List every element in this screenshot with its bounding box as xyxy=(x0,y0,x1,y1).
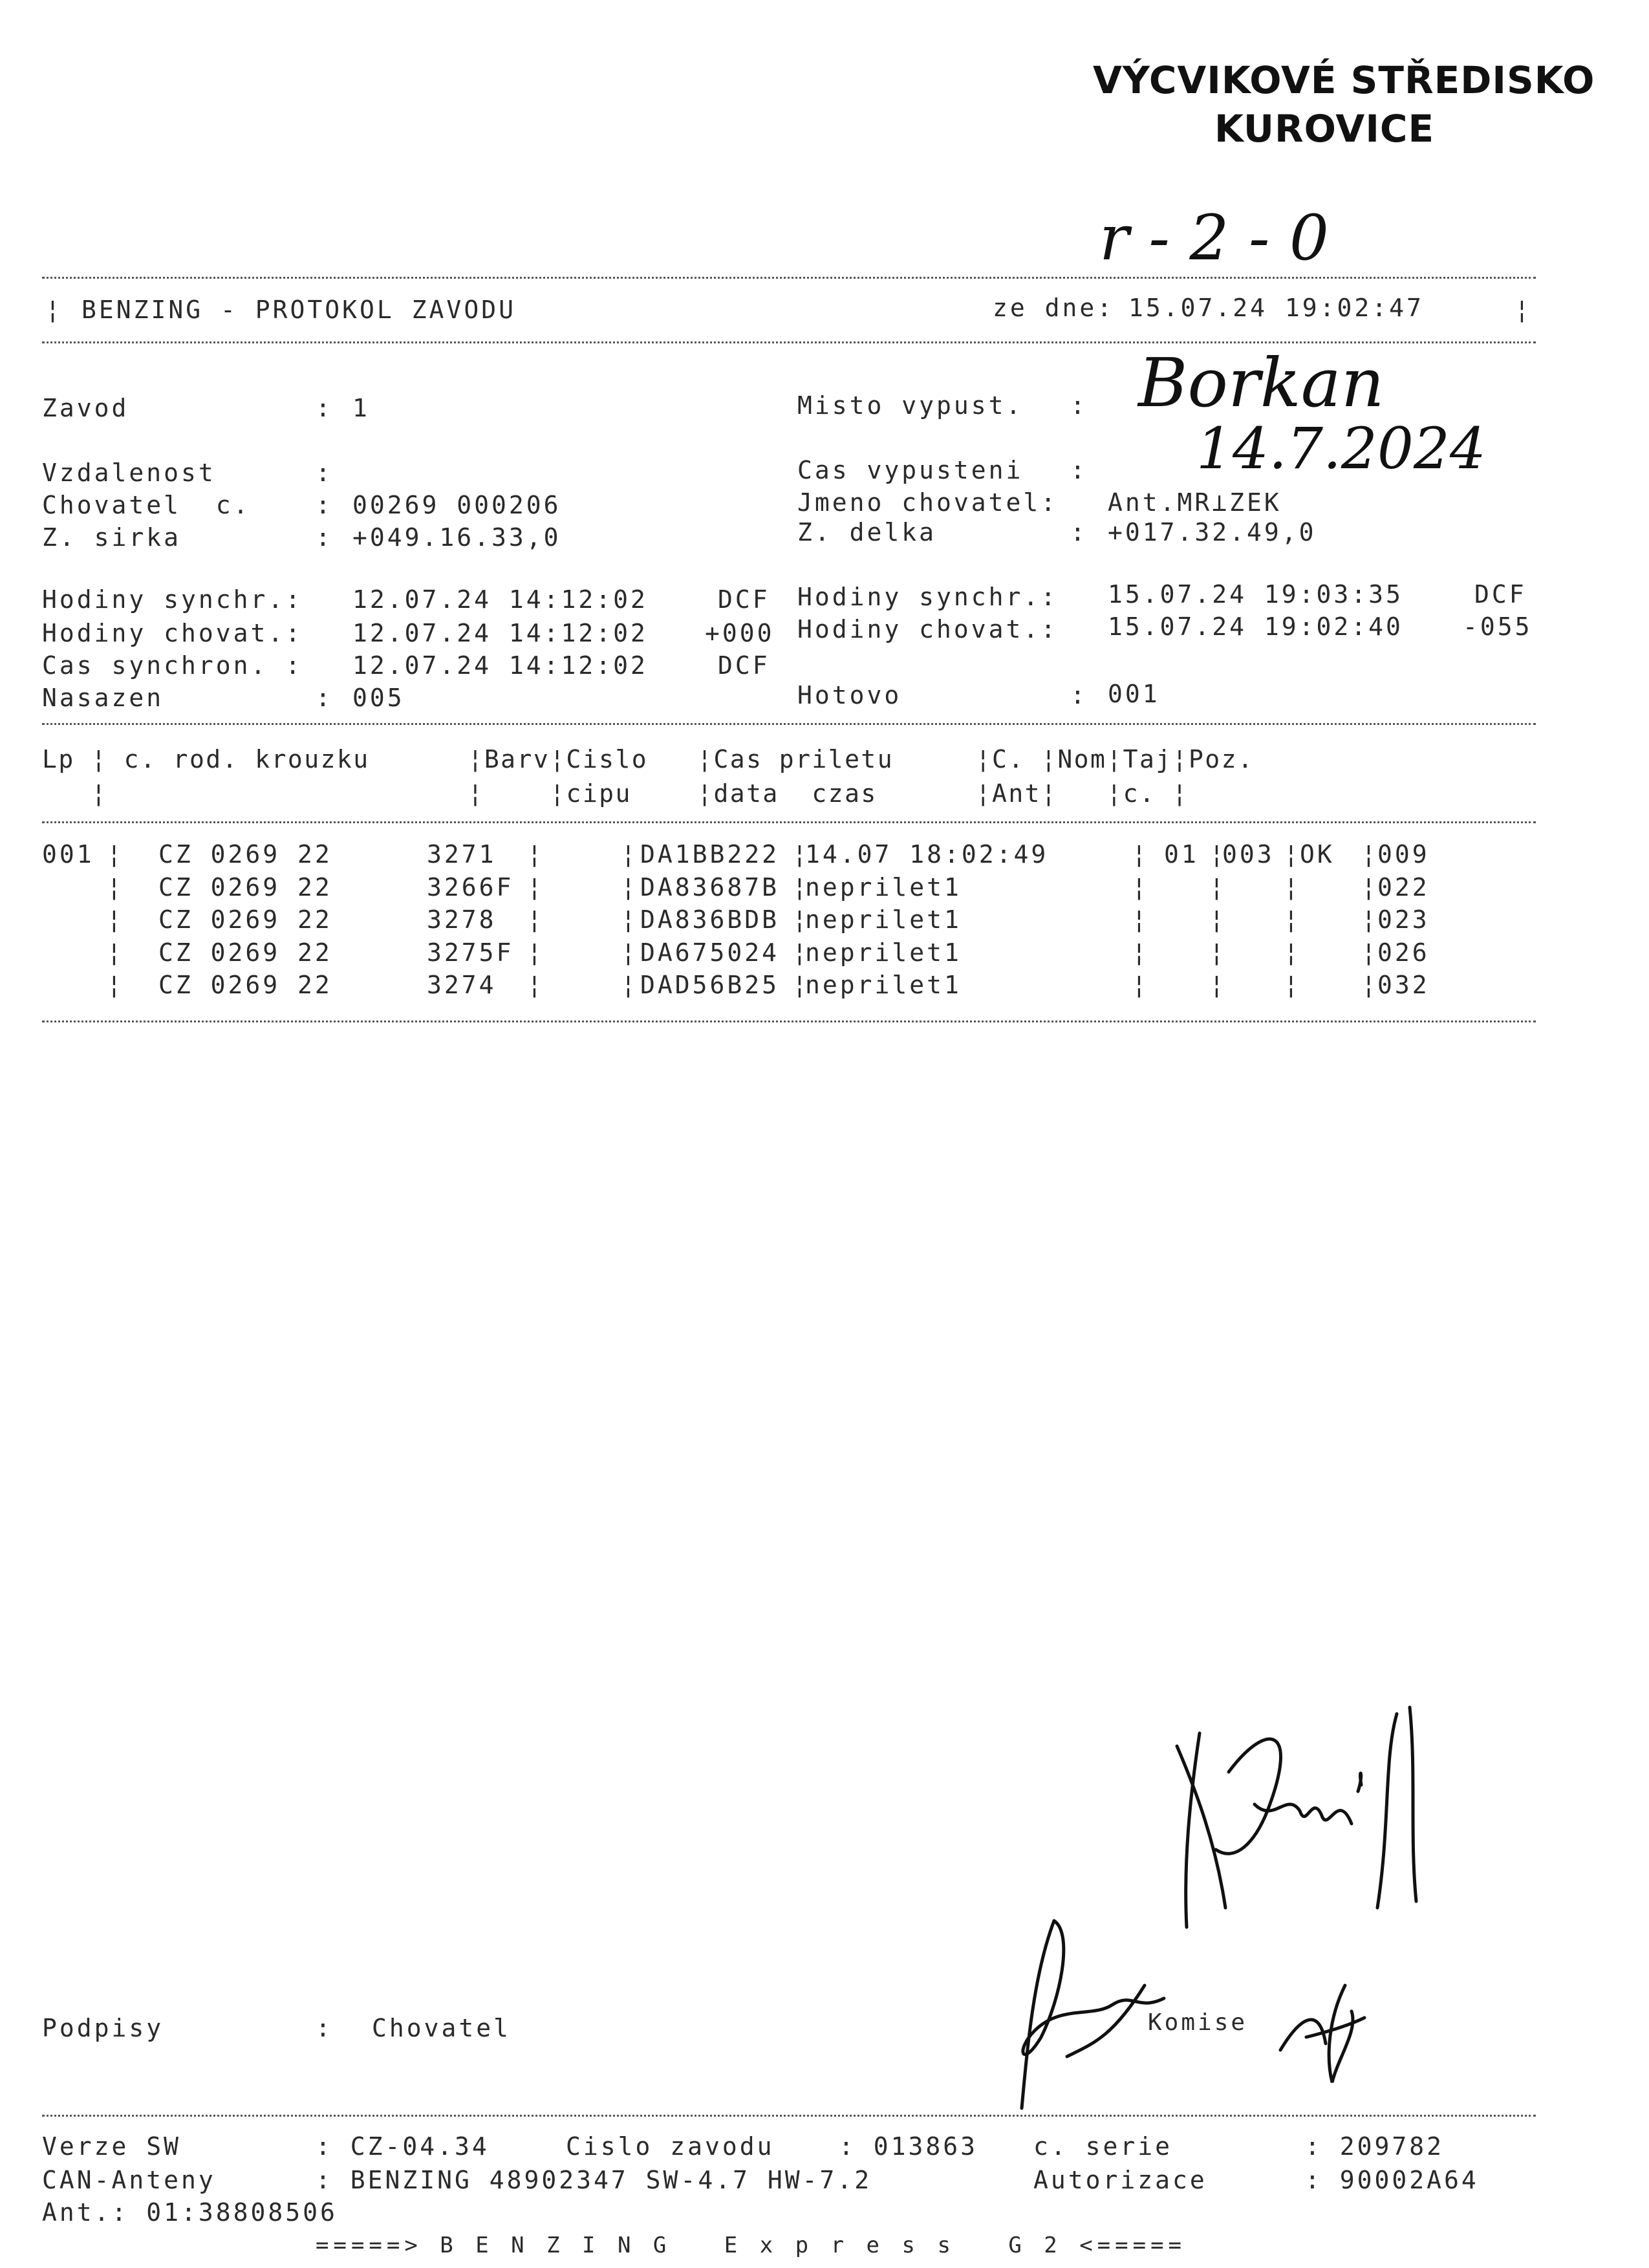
column-separator: ¦ xyxy=(1361,971,1379,999)
vzdalenost-sep: : xyxy=(316,459,333,487)
column-separator: ¦ xyxy=(527,905,544,934)
column-separator: ¦ xyxy=(1209,938,1227,967)
cell-time: neprilet1 xyxy=(805,905,962,934)
divider-info xyxy=(42,723,1536,725)
header-left-bar: ¦ xyxy=(45,296,63,324)
cell-chip: DA675024 xyxy=(640,938,780,967)
handwritten-code: r - 2 - 0 xyxy=(1099,202,1329,274)
zavod-value: 1 xyxy=(352,394,370,422)
column-separator: ¦ xyxy=(107,938,124,967)
column-separator: ¦ xyxy=(621,840,638,869)
right-clock-1-suffix: DCF xyxy=(1474,580,1527,609)
chovatel-label: Chovatel c. xyxy=(42,491,251,519)
can-value: : BENZING 48902347 SW-4.7 HW-7.2 xyxy=(316,2166,872,2194)
serie-value: : 209782 xyxy=(1305,2132,1445,2161)
table-row xyxy=(0,872,1649,907)
left-clock-1-label: Hodiny synchr.: xyxy=(42,585,303,614)
table-row xyxy=(0,907,1649,940)
divider-table-header xyxy=(42,821,1536,823)
verze-label: Verze SW xyxy=(42,2132,182,2161)
cell-poz: 022 xyxy=(1377,872,1430,902)
jmeno-label: Jmeno chovatel: xyxy=(797,488,1059,517)
column-separator: ¦ xyxy=(621,905,638,934)
column-separator: ¦ xyxy=(621,938,638,967)
zavod-label: Zavod xyxy=(42,394,129,422)
hotovo-value: 001 xyxy=(1108,680,1160,708)
column-separator: ¦ xyxy=(792,872,810,902)
column-separator: ¦ xyxy=(527,840,544,869)
table-header-line-2: ¦ ¦ ¦cipu ¦data czas ¦Ant¦ ¦c. ¦ xyxy=(42,779,1189,808)
column-separator: ¦ xyxy=(107,905,124,934)
cell-time: 14.07 18:02:49 xyxy=(805,840,1049,869)
autorizace-value: : 90002A64 xyxy=(1305,2166,1479,2194)
cell-ring: CZ 0269 22 xyxy=(158,971,332,999)
cislo-zavodu-label: Cislo zavodu xyxy=(566,2132,775,2161)
left-clock-3-suffix: DCF xyxy=(718,651,770,680)
handwritten-place: Borkan xyxy=(1138,343,1385,422)
left-clock-3-label: Cas synchron. : xyxy=(42,651,303,680)
cell-lp: 001 xyxy=(42,840,94,869)
stamp-line-1: VÝCVIKOVÉ STŘEDISKO xyxy=(1093,58,1595,102)
column-separator: ¦ xyxy=(107,840,124,869)
column-separator: ¦ xyxy=(1361,840,1379,869)
autorizace-label: Autorizace xyxy=(1033,2166,1207,2194)
page-title: BENZING - PROTOKOL ZAVODU xyxy=(81,296,516,324)
jmeno-value: Ant.MR⊥ZEK xyxy=(1108,488,1282,517)
column-separator: ¦ xyxy=(1361,905,1379,934)
cislo-zavodu-value: : 013863 xyxy=(839,2132,978,2161)
misto-label: Misto vypust. xyxy=(797,391,1024,420)
cell-num: 3266F xyxy=(427,872,514,902)
cell-num: 3274 xyxy=(427,971,514,999)
sirka-label: Z. sirka xyxy=(42,523,182,552)
cell-ring: CZ 0269 22 xyxy=(158,872,332,902)
brand-line: =====> B E N Z I N G E x p r e s s G 2 <===== xyxy=(316,2232,1187,2258)
cell-poz: 026 xyxy=(1377,938,1430,967)
serie-label: c. serie xyxy=(1033,2132,1173,2161)
column-separator: ¦ xyxy=(1132,971,1149,999)
table-row xyxy=(0,940,1649,973)
cell-ring: CZ 0269 22 xyxy=(158,905,332,934)
left-clock-2-suffix: +000 xyxy=(705,619,775,647)
stamp-line-2: KUROVICE xyxy=(1214,107,1435,151)
left-clock-3-value: 12.07.24 14:12:02 xyxy=(352,651,648,680)
column-separator: ¦ xyxy=(1132,938,1149,967)
podpisy-label: Podpisy xyxy=(42,2014,164,2042)
column-separator: ¦ xyxy=(621,872,638,902)
zavod-sep: : xyxy=(316,394,333,422)
column-separator: ¦ xyxy=(527,872,544,902)
cell-poz: 009 xyxy=(1377,840,1430,869)
cell-num: 3275F xyxy=(427,938,514,967)
sirka-value: +049.16.33,0 xyxy=(352,523,561,552)
cell-ring: CZ 0269 22 xyxy=(158,840,332,869)
column-separator: ¦ xyxy=(792,905,810,934)
column-separator: ¦ xyxy=(527,971,544,999)
right-clock-1-value: 15.07.24 19:03:35 xyxy=(1108,580,1403,609)
right-clock-2-label: Hodiny chovat.: xyxy=(797,615,1059,643)
divider-table-bottom xyxy=(42,1021,1536,1022)
column-separator: ¦ xyxy=(1209,840,1227,869)
komise-signature-label: Komise xyxy=(1148,2009,1248,2036)
table-header-line-1: Lp ¦ c. rod. krouzku ¦Barv¦Cislo ¦Cas priletu ¦C. ¦Nom¦Taj¦Poz. xyxy=(42,745,1255,773)
hotovo-sep: : xyxy=(1070,681,1088,709)
chovatel-value: 00269 000206 xyxy=(352,491,561,519)
cell-num: 3271 xyxy=(427,840,514,869)
cell-time: neprilet1 xyxy=(805,938,962,967)
column-separator: ¦ xyxy=(621,971,638,999)
column-separator: ¦ xyxy=(1284,938,1301,967)
cell-chip: DA836BDB xyxy=(640,905,780,934)
left-clock-2-label: Hodiny chovat.: xyxy=(42,619,303,647)
column-separator: ¦ xyxy=(792,971,810,999)
cell-time: neprilet1 xyxy=(805,971,962,999)
nasazen-sep: : xyxy=(316,684,333,712)
delka-sep: : xyxy=(1070,518,1088,546)
nasazen-label: Nasazen xyxy=(42,684,164,712)
cell-nom: 003 xyxy=(1222,840,1275,869)
cell-chip: DAD56B25 xyxy=(640,971,780,999)
column-separator: ¦ xyxy=(792,938,810,967)
left-clock-1-suffix: DCF xyxy=(718,585,770,614)
right-clock-2-value: 15.07.24 19:02:40 xyxy=(1108,612,1403,641)
cell-ant: 01 xyxy=(1164,840,1199,869)
ant-line: Ant.: 01:38808506 xyxy=(42,2198,338,2227)
column-separator: ¦ xyxy=(1284,905,1301,934)
misto-sep: : xyxy=(1070,391,1088,420)
hotovo-label: Hotovo xyxy=(797,681,902,709)
column-separator: ¦ xyxy=(107,971,124,999)
column-separator: ¦ xyxy=(792,840,810,869)
column-separator: ¦ xyxy=(1132,872,1149,902)
table-row xyxy=(0,842,1649,874)
column-separator: ¦ xyxy=(1132,840,1149,869)
right-clock-1-label: Hodiny synchr.: xyxy=(797,583,1059,611)
column-separator: ¦ xyxy=(1284,872,1301,902)
sirka-sep: : xyxy=(316,523,333,552)
cell-chip: DA1BB222 xyxy=(640,840,780,869)
column-separator: ¦ xyxy=(1361,938,1379,967)
cell-poz: 023 xyxy=(1377,905,1430,934)
left-clock-1-value: 12.07.24 14:12:02 xyxy=(352,585,648,614)
right-clock-2-suffix: -055 xyxy=(1463,612,1533,641)
cas-vypusteni-label: Cas vypusteni xyxy=(797,456,1024,484)
header-right-bar: ¦ xyxy=(1514,296,1532,324)
cas-vypusteni-sep: : xyxy=(1070,456,1088,484)
handwritten-date: 14.7.2024 xyxy=(1196,415,1486,482)
nasazen-value: 005 xyxy=(352,684,405,712)
column-separator: ¦ xyxy=(1209,971,1227,999)
cell-chip: DA83687B xyxy=(640,872,780,902)
podpisy-sep: : xyxy=(316,2014,333,2042)
column-separator: ¦ xyxy=(1132,905,1149,934)
cell-ring: CZ 0269 22 xyxy=(158,938,332,967)
column-separator: ¦ xyxy=(1209,905,1227,934)
vzdalenost-label: Vzdalenost xyxy=(42,459,216,487)
column-separator: ¦ xyxy=(107,872,124,902)
date-value: 15.07.24 19:02:47 xyxy=(1128,294,1424,322)
column-separator: ¦ xyxy=(1284,971,1301,999)
signature-commission-2 xyxy=(1267,1966,1397,2095)
chovatel-sep: : xyxy=(316,491,333,519)
divider-footer xyxy=(42,2115,1536,2117)
delka-label: Z. delka xyxy=(797,518,937,546)
cell-taj: OK xyxy=(1300,840,1335,869)
cell-num: 3278 xyxy=(427,905,514,934)
column-separator: ¦ xyxy=(1284,840,1301,869)
delka-value: +017.32.49,0 xyxy=(1108,518,1317,546)
date-label: ze dne: xyxy=(993,294,1115,322)
column-separator: ¦ xyxy=(527,938,544,967)
cell-time: neprilet1 xyxy=(805,872,962,902)
divider-top xyxy=(42,277,1536,279)
verze-value: : CZ-04.34 xyxy=(316,2132,490,2161)
cell-poz: 032 xyxy=(1377,971,1430,999)
table-row xyxy=(0,973,1649,1005)
can-label: CAN-Anteny xyxy=(42,2166,216,2194)
left-clock-2-value: 12.07.24 14:12:02 xyxy=(352,619,648,647)
column-separator: ¦ xyxy=(1361,872,1379,902)
column-separator: ¦ xyxy=(1209,872,1227,902)
chovatel-signature-label: Chovatel xyxy=(372,2014,512,2042)
